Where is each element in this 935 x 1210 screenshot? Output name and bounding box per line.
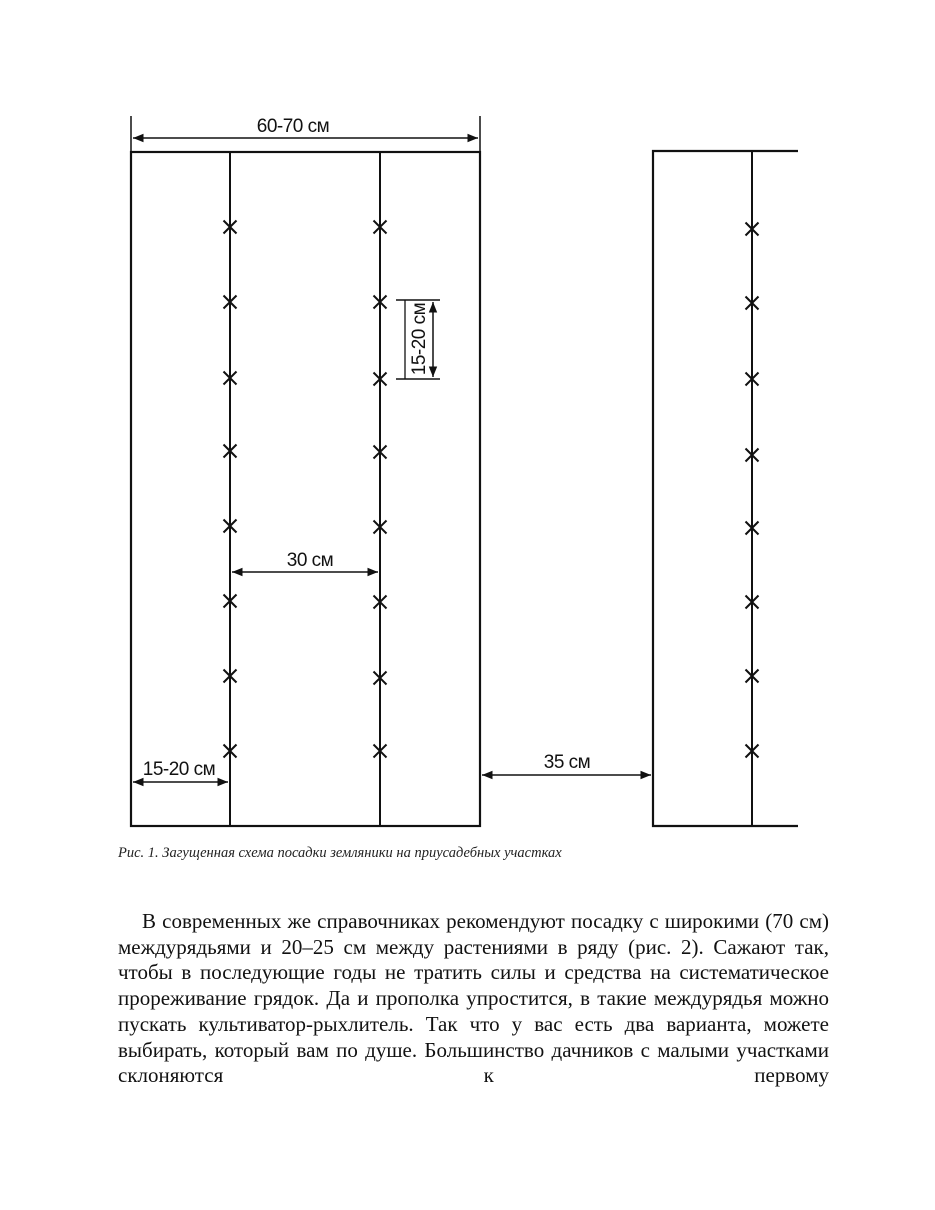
body-paragraph bbox=[118, 909, 829, 1089]
path-width-label: 35 см bbox=[543, 752, 591, 773]
right-bed-outline bbox=[653, 151, 798, 826]
figure-caption: Рис. 1. Загущенная схема посадки земляники на приусадебных участках bbox=[118, 845, 562, 861]
edge-offset-label: 15-20 см bbox=[142, 759, 216, 780]
bed-width-label: 60-70 см bbox=[256, 116, 330, 137]
plant-markers bbox=[224, 221, 759, 758]
paragraph-text: В современных же справочниках рекомендуют посадку с широкими (70 см) междурядьями и 20–25 см между растениями в ряду (рис. 2). Сажают так, чтобы в последующие годы не тратить силы и средства на систематическое прореживание грядок. Да и прополка упростится, в такие междурядья можно пускать культиватор-рыхлитель. Так что у вас есть два варианта, можете выбирать, который вам по душе. Большинство дачников с малыми участками склоняются к первому bbox=[118, 909, 829, 1088]
plant-spacing-label: 15-20 см bbox=[409, 302, 430, 376]
row-spacing-label: 30 см bbox=[286, 550, 334, 571]
left-bed-outline bbox=[131, 152, 480, 826]
